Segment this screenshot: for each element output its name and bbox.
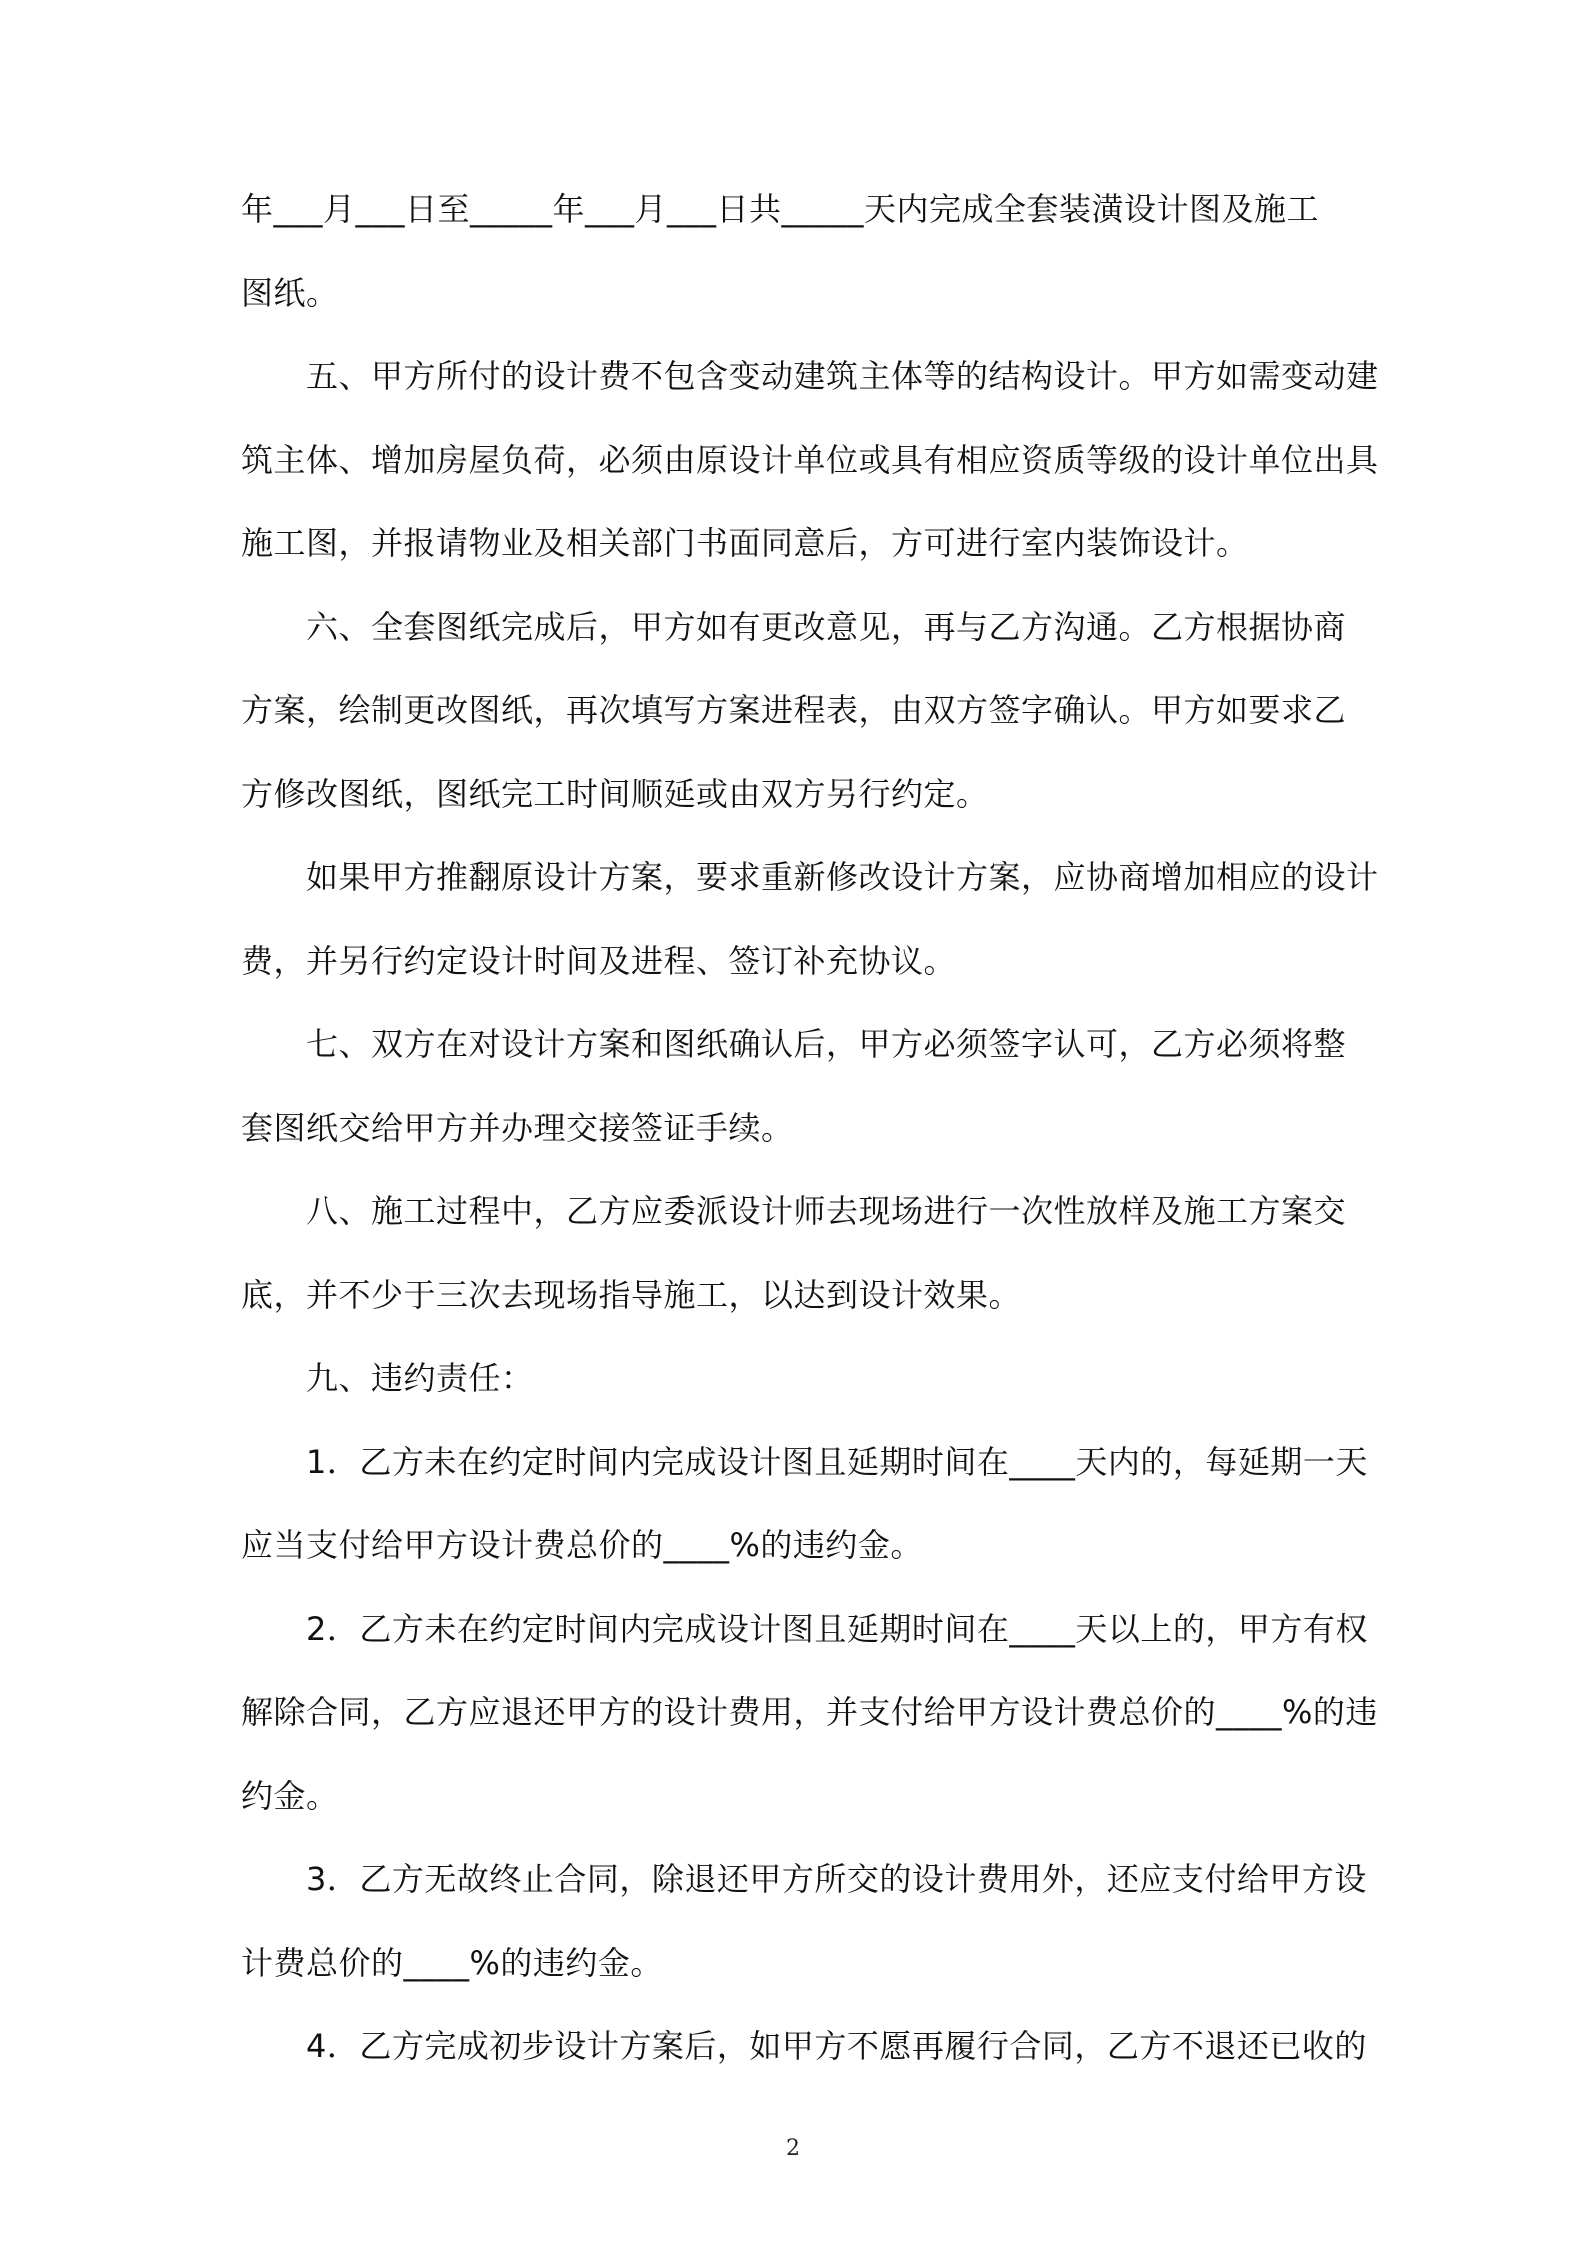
text-line: 底，并不少于三次去现场指导施工，以达到设计效果。 [241, 1275, 1022, 1314]
text-line: 费，并另行约定设计时间及进程、签订补充协议。 [241, 941, 957, 980]
text-line: 筑主体、增加房屋负荷，必须由原设计单位或具有相应资质等级的设计单位出具 [241, 440, 1379, 479]
text-line: 计费总价的____%的违约金。 [241, 1943, 663, 1982]
text-line: 图纸。 [241, 273, 339, 312]
text-line: 如果甲方推翻原设计方案，要求重新修改设计方案，应协商增加相应的设计 [241, 858, 1379, 896]
text-line: 六、全套图纸完成后，甲方如有更改意见，再与乙方沟通。乙方根据协商 [241, 607, 1347, 646]
text-line: 五、甲方所付的设计费不包含变动建筑主体等的结构设计。甲方如需变动建 [241, 357, 1379, 395]
page-number: 2 [786, 2136, 800, 2161]
text-line: 施工图，并报请物业及相关部门书面同意后，方可进行室内装饰设计。 [241, 524, 1249, 562]
text-line: 套图纸交给甲方并办理交接签证手续。 [241, 1108, 794, 1147]
text-line: 方修改图纸，图纸完工时间顺延或由双方另行约定。 [241, 774, 989, 813]
text-line: 解除合同，乙方应退还甲方的设计费用，并支付给甲方设计费总价的____%的违 [241, 1693, 1378, 1731]
text-line: 应当支付给甲方设计费总价的____%的违约金。 [241, 1526, 923, 1564]
text-line: 八、施工过程中，乙方应委派设计师去现场进行一次性放样及施工方案交 [241, 1192, 1347, 1230]
text-line: 3．乙方无故终止合同，除退还甲方所交的设计费用外，还应支付给甲方设 [241, 1860, 1367, 1898]
text-line: 1．乙方未在约定时间内完成设计图且延期时间在____天内的，每延期一天 [241, 1442, 1368, 1481]
text-line: 2．乙方未在约定时间内完成设计图且延期时间在____天以上的，甲方有权 [241, 1609, 1368, 1648]
document-body [241, 168, 1379, 2089]
text-line: 约金。 [241, 1776, 339, 1815]
text-line: 七、双方在对设计方案和图纸确认后，甲方必须签字认可，乙方必须将整 [241, 1025, 1347, 1063]
text-line: 4．乙方完成初步设计方案后，如甲方不愿再履行合同，乙方不退还已收的 [241, 2027, 1367, 2065]
text-line: 方案，绘制更改图纸，再次填写方案进程表，由双方签字确认。甲方如要求乙 [241, 691, 1347, 729]
text-line: 九、违约责任： [241, 1359, 534, 1397]
text-line: 年___月___日至_____年___月___日共_____天内完成全套装潢设计图及施工 [241, 190, 1320, 228]
